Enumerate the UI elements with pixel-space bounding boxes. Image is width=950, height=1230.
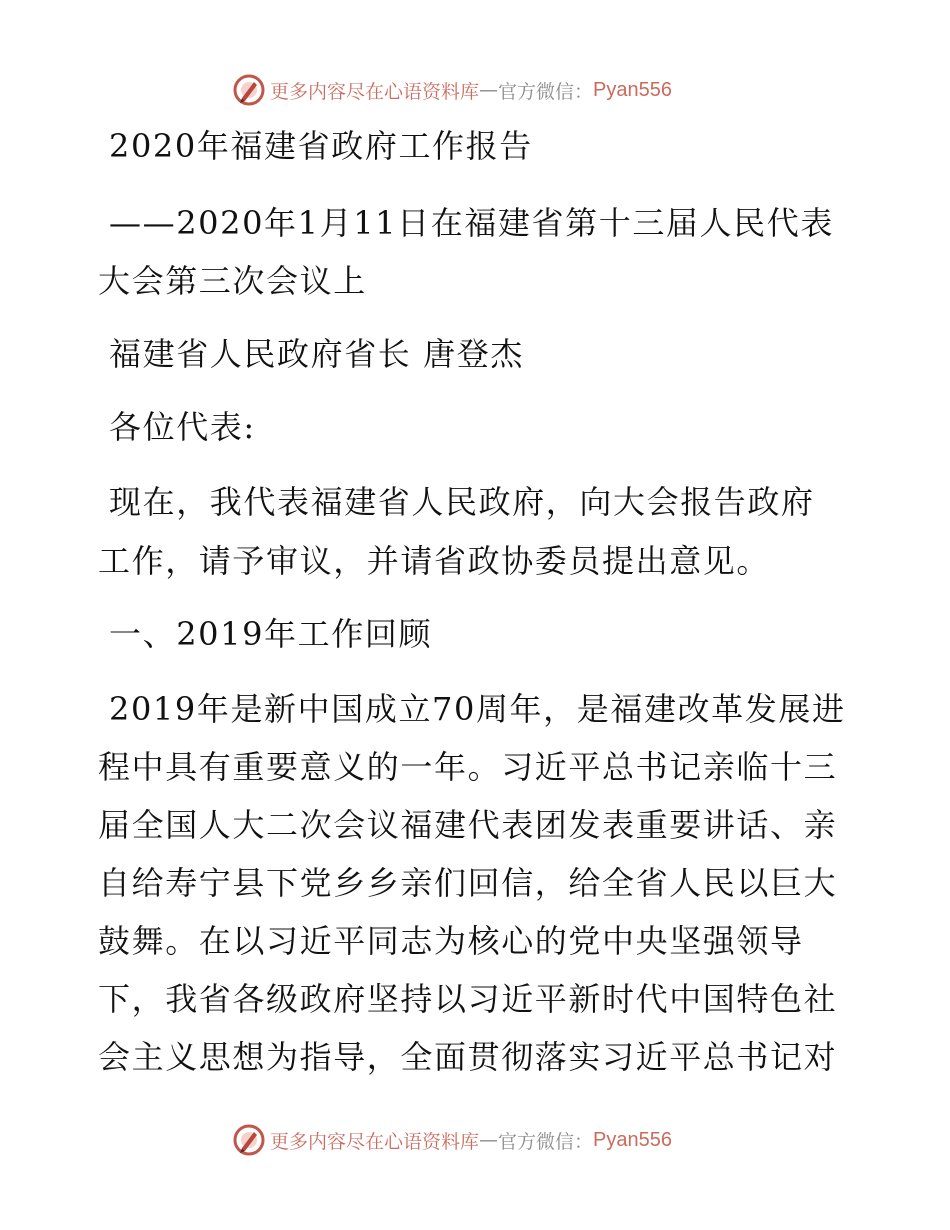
- watermark-site-text: 更多内容尽在心语资料库: [270, 80, 480, 103]
- pen-logo-icon: [232, 1123, 266, 1157]
- body-line: 鼓舞。在以习近平同志为核心的党中央坚强领导: [98, 922, 804, 960]
- body-line: 会主义思想为指导，全面贯彻落实习近平总书记对: [98, 1038, 838, 1076]
- watermark-site-text: 更多内容尽在心语资料库: [270, 1130, 480, 1153]
- footer-watermark: [232, 1122, 672, 1158]
- section-heading: 一、2019年工作回顾: [109, 615, 433, 653]
- intro-line-1: 现在，我代表福建省人民政府，向大会报告政府: [109, 483, 815, 521]
- header-watermark: [232, 72, 672, 108]
- watermark-dash: —: [479, 1129, 499, 1151]
- body-line: 2019年是新中国成立70周年，是福建改革发展进: [109, 690, 846, 728]
- intro-line-2: 工作，请予审议，并请省政协委员提出意见。: [98, 542, 771, 580]
- watermark-wechat-id: Pyan556: [593, 78, 672, 101]
- watermark-dash: —: [479, 79, 499, 101]
- watermark-wechat-id: Pyan556: [593, 1128, 672, 1151]
- body-line: 下，我省各级政府坚持以习近平新时代中国特色社: [98, 980, 838, 1018]
- document-title: 2020年福建省政府工作报告: [109, 127, 533, 165]
- author-line: 福建省人民政府省长 唐登杰: [109, 335, 524, 373]
- subtitle-line-2: 大会第三次会议上: [98, 262, 367, 300]
- watermark-wechat-label: 官方微信：: [498, 80, 594, 103]
- body-line: 届全国人大二次会议福建代表团发表重要讲话、亲: [98, 806, 838, 844]
- pen-logo-icon: [232, 73, 266, 107]
- body-line: 程中具有重要意义的一年。习近平总书记亲临十三: [98, 748, 838, 786]
- subtitle-line-1: ——2020年1月11日在福建省第十三届人民代表: [109, 204, 834, 242]
- salutation: 各位代表:: [109, 408, 256, 446]
- watermark-wechat-label: 官方微信：: [498, 1130, 594, 1153]
- body-line: 自给寿宁县下党乡乡亲们回信，给全省人民以巨大: [98, 864, 838, 902]
